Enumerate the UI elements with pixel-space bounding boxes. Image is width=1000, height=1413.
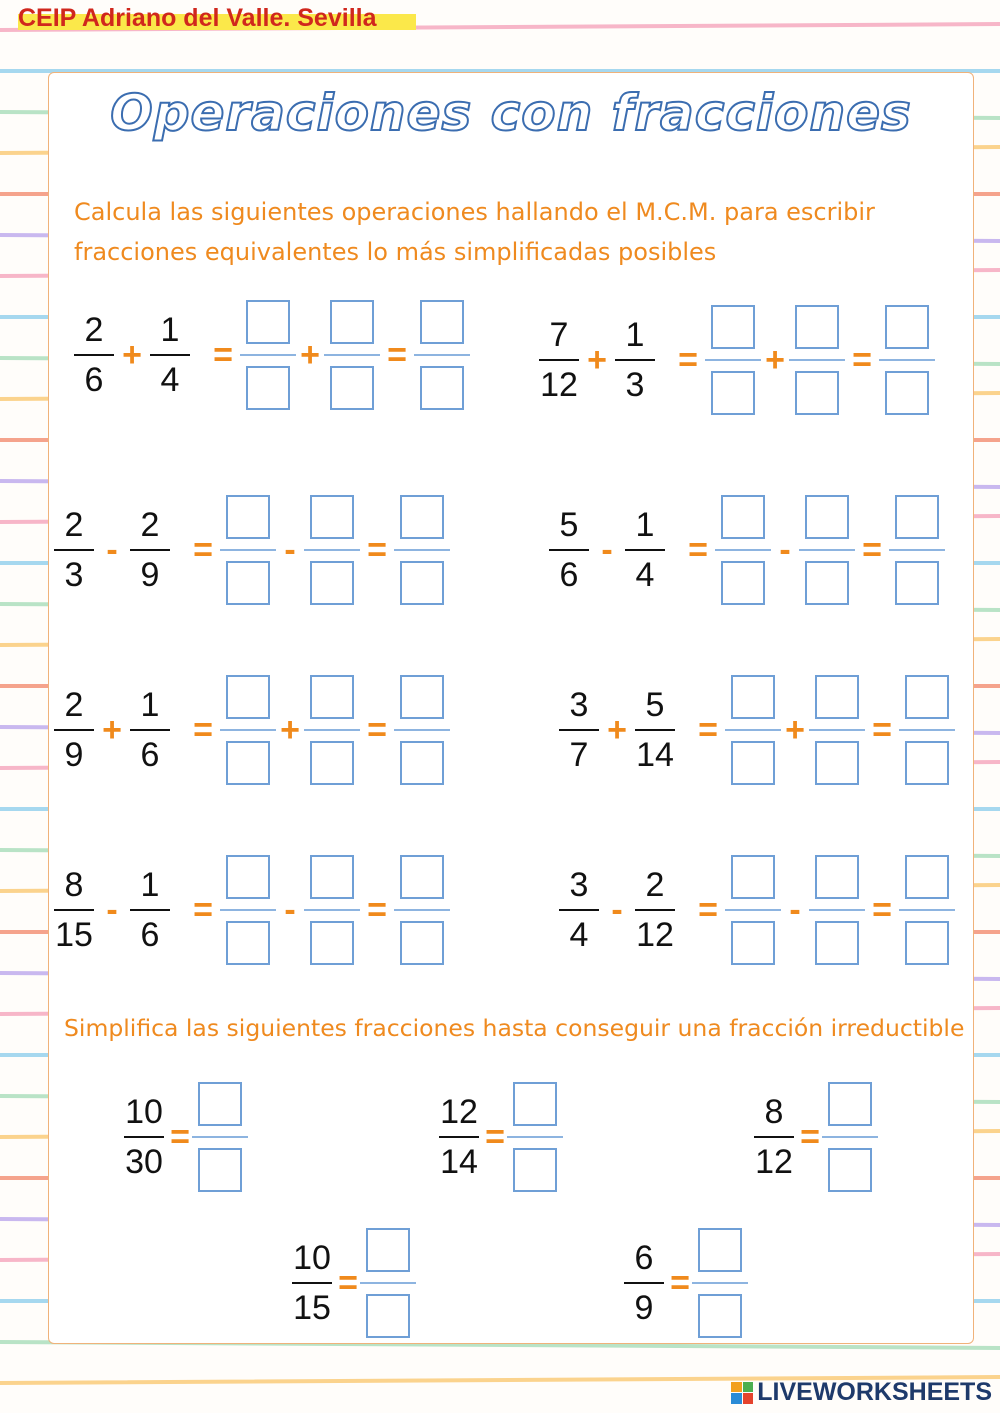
instruction-simplify: Simplifica las siguientes fracciones hasta conseguir una fracción irreductible (64, 1014, 965, 1042)
instruction-operations: Calcula las siguientes operaciones hallando el M.C.M. para escribir fracciones equivalentes lo más simplificadas posibles (74, 198, 875, 266)
numerator: 1 (635, 506, 655, 544)
denominator-input-box[interactable] (698, 1294, 742, 1338)
fraction-bar (889, 549, 945, 551)
numerator-input-box[interactable] (330, 300, 374, 344)
numerator-input-box[interactable] (310, 675, 354, 719)
fraction (120, 1092, 168, 1182)
fraction (750, 1092, 798, 1182)
equals-sign: = (698, 710, 718, 749)
operator-sign: - (106, 530, 118, 569)
denominator-input-box[interactable] (815, 741, 859, 785)
answer-fraction (304, 855, 360, 965)
fraction (288, 1238, 336, 1328)
fraction-bar (192, 1136, 248, 1138)
fraction-bar (304, 909, 360, 911)
denominator: 14 (636, 736, 674, 774)
numerator-input-box[interactable] (805, 495, 849, 539)
fraction-bar (624, 1282, 664, 1284)
equals-sign: = (678, 340, 698, 379)
answer-fraction (692, 1228, 748, 1338)
fraction (146, 310, 194, 400)
equals-sign: = (367, 710, 387, 749)
fraction-bar (822, 1136, 878, 1138)
fraction-bar (507, 1136, 563, 1138)
operator-sign: + (300, 335, 320, 374)
fraction (535, 315, 583, 405)
numerator: 8 (764, 1093, 784, 1131)
denominator-input-box[interactable] (815, 921, 859, 965)
operator-sign: + (280, 710, 300, 749)
operator-sign: + (587, 340, 607, 379)
brand-name: LIVEWORKSHEETS (757, 1378, 992, 1406)
denominator-input-box[interactable] (795, 371, 839, 415)
denominator: 9 (634, 1289, 654, 1327)
equals-sign: = (367, 530, 387, 569)
denominator: 7 (569, 736, 589, 774)
numerator: 1 (140, 686, 160, 724)
numerator-input-box[interactable] (711, 305, 755, 349)
numerator-input-box[interactable] (366, 1228, 410, 1272)
fraction-bar (220, 549, 276, 551)
numerator-input-box[interactable] (698, 1228, 742, 1272)
operation-row (555, 855, 955, 965)
numerator: 1 (140, 866, 160, 904)
fraction-bar (150, 354, 190, 356)
answer-fraction (899, 855, 955, 965)
fraction-bar (549, 549, 589, 551)
denominator-input-box[interactable] (905, 741, 949, 785)
denominator: 6 (140, 736, 160, 774)
denominator-input-box[interactable] (310, 741, 354, 785)
numerator-input-box[interactable] (400, 675, 444, 719)
numerator-input-box[interactable] (246, 300, 290, 344)
simplify-row (620, 1228, 748, 1338)
equals-sign: = (193, 530, 213, 569)
fraction-bar (625, 549, 665, 551)
fraction (126, 685, 174, 775)
fraction (620, 1238, 668, 1328)
answer-fraction (220, 495, 276, 605)
denominator: 4 (635, 556, 655, 594)
fraction-bar (54, 909, 94, 911)
operation-row (70, 300, 470, 410)
logo-icon (731, 1382, 753, 1404)
denominator-input-box[interactable] (805, 561, 849, 605)
numerator-input-box[interactable] (905, 855, 949, 899)
numerator-input-box[interactable] (815, 675, 859, 719)
fraction-bar (899, 909, 955, 911)
numerator-input-box[interactable] (310, 855, 354, 899)
numerator-input-box[interactable] (226, 675, 270, 719)
denominator-input-box[interactable] (731, 921, 775, 965)
denominator-input-box[interactable] (330, 366, 374, 410)
denominator: 15 (55, 916, 93, 954)
answer-fraction (240, 300, 296, 410)
operator-sign: - (611, 890, 623, 929)
numerator: 5 (559, 506, 579, 544)
numerator-input-box[interactable] (400, 495, 444, 539)
fraction-bar (899, 729, 955, 731)
answer-fraction (220, 675, 276, 785)
fraction-bar (130, 729, 170, 731)
operator-sign: - (789, 890, 801, 929)
fraction-bar (74, 354, 114, 356)
operator-sign: - (284, 890, 296, 929)
fraction-bar (809, 729, 865, 731)
denominator-input-box[interactable] (310, 921, 354, 965)
numerator-input-box[interactable] (226, 495, 270, 539)
operator-sign: + (102, 710, 122, 749)
equals-sign: = (862, 530, 882, 569)
denominator: 15 (293, 1289, 331, 1327)
numerator-input-box[interactable] (895, 495, 939, 539)
fraction-bar (220, 729, 276, 731)
fraction-bar (324, 354, 380, 356)
denominator-input-box[interactable] (420, 366, 464, 410)
fraction-bar (559, 729, 599, 731)
fraction (555, 685, 603, 775)
answer-fraction (304, 675, 360, 785)
answer-fraction (899, 675, 955, 785)
numerator-input-box[interactable] (310, 495, 354, 539)
fraction (621, 505, 669, 595)
denominator: 30 (125, 1143, 163, 1181)
numerator-input-box[interactable] (400, 855, 444, 899)
numerator-input-box[interactable] (828, 1082, 872, 1126)
denominator-input-box[interactable] (400, 921, 444, 965)
operation-row (535, 305, 935, 415)
denominator: 14 (440, 1143, 478, 1181)
denominator-input-box[interactable] (226, 561, 270, 605)
answer-fraction (822, 1082, 878, 1192)
simplify-row (435, 1082, 563, 1192)
fraction-bar (220, 909, 276, 911)
fraction-bar (789, 359, 845, 361)
operator-sign: - (779, 530, 791, 569)
fraction (631, 865, 679, 955)
fraction-bar (54, 729, 94, 731)
fraction-bar (394, 549, 450, 551)
fraction (631, 685, 679, 775)
numerator: 2 (64, 686, 84, 724)
equals-sign: = (698, 890, 718, 929)
fraction-bar (304, 729, 360, 731)
fraction-bar (439, 1136, 479, 1138)
fraction-bar (394, 729, 450, 731)
numerator: 3 (569, 686, 589, 724)
answer-fraction (324, 300, 380, 410)
answer-fraction (715, 495, 771, 605)
numerator-input-box[interactable] (731, 855, 775, 899)
fraction-bar (539, 359, 579, 361)
answer-fraction (507, 1082, 563, 1192)
numerator-input-box[interactable] (198, 1082, 242, 1126)
fraction (50, 865, 98, 955)
denominator-input-box[interactable] (711, 371, 755, 415)
fraction-bar (725, 729, 781, 731)
fraction (611, 315, 659, 405)
fraction (555, 865, 603, 955)
answer-fraction (809, 675, 865, 785)
fraction (435, 1092, 483, 1182)
fraction-bar (879, 359, 935, 361)
denominator: 4 (160, 361, 180, 399)
numerator-input-box[interactable] (721, 495, 765, 539)
answer-fraction (705, 305, 761, 415)
numerator: 6 (634, 1239, 654, 1277)
denominator: 6 (559, 556, 579, 594)
operator-sign: + (607, 710, 627, 749)
equals-sign: = (193, 710, 213, 749)
fraction-bar (240, 354, 296, 356)
equals-sign: = (387, 335, 407, 374)
numerator: 10 (125, 1093, 163, 1131)
operator-sign: + (122, 335, 142, 374)
numerator: 8 (64, 866, 84, 904)
answer-fraction (360, 1228, 416, 1338)
fraction-bar (304, 549, 360, 551)
fraction-bar (559, 909, 599, 911)
equals-sign: = (338, 1263, 358, 1302)
denominator: 3 (64, 556, 84, 594)
answer-fraction (725, 675, 781, 785)
equals-sign: = (213, 335, 233, 374)
numerator: 3 (569, 866, 589, 904)
numerator-input-box[interactable] (815, 855, 859, 899)
fraction-bar (124, 1136, 164, 1138)
denominator-input-box[interactable] (198, 1148, 242, 1192)
denominator-input-box[interactable] (310, 561, 354, 605)
answer-fraction (725, 855, 781, 965)
equals-sign: = (193, 890, 213, 929)
answer-fraction (394, 675, 450, 785)
denominator: 12 (755, 1143, 793, 1181)
fraction-bar (54, 549, 94, 551)
equals-sign: = (688, 530, 708, 569)
equals-sign: = (852, 340, 872, 379)
numerator: 2 (645, 866, 665, 904)
fraction (126, 505, 174, 595)
fraction-bar (130, 549, 170, 551)
operation-row (545, 495, 945, 605)
numerator-input-box[interactable] (885, 305, 929, 349)
denominator: 6 (140, 916, 160, 954)
equals-sign: = (485, 1117, 505, 1156)
numerator: 2 (84, 311, 104, 349)
denominator: 6 (84, 361, 104, 399)
operation-row (555, 675, 955, 785)
denominator-input-box[interactable] (246, 366, 290, 410)
operation-row (50, 855, 450, 965)
fraction-bar (692, 1282, 748, 1284)
fraction-bar (130, 909, 170, 911)
answer-fraction (879, 305, 935, 415)
denominator: 9 (64, 736, 84, 774)
fraction-bar (715, 549, 771, 551)
denominator: 4 (569, 916, 589, 954)
fraction-bar (705, 359, 761, 361)
simplify-row (120, 1082, 248, 1192)
denominator: 12 (540, 366, 578, 404)
denominator-input-box[interactable] (731, 741, 775, 785)
operator-sign: - (106, 890, 118, 929)
fraction (50, 505, 98, 595)
answer-fraction (220, 855, 276, 965)
answer-fraction (304, 495, 360, 605)
equals-sign: = (367, 890, 387, 929)
numerator-input-box[interactable] (795, 305, 839, 349)
answer-fraction (799, 495, 855, 605)
denominator-input-box[interactable] (513, 1148, 557, 1192)
equals-sign: = (872, 710, 892, 749)
equals-sign: = (872, 890, 892, 929)
equals-sign: = (670, 1263, 690, 1302)
answer-fraction (192, 1082, 248, 1192)
worksheet-title: Operaciones con fracciones (110, 84, 912, 142)
answer-fraction (394, 855, 450, 965)
denominator-input-box[interactable] (885, 371, 929, 415)
denominator-input-box[interactable] (828, 1148, 872, 1192)
denominator-input-box[interactable] (400, 741, 444, 785)
numerator-input-box[interactable] (420, 300, 464, 344)
denominator: 9 (140, 556, 160, 594)
fraction-bar (292, 1282, 332, 1284)
fraction-bar (615, 359, 655, 361)
answer-fraction (789, 305, 845, 415)
fraction-bar (414, 354, 470, 356)
operator-sign: - (601, 530, 613, 569)
numerator-input-box[interactable] (731, 675, 775, 719)
denominator-input-box[interactable] (895, 561, 939, 605)
fraction (70, 310, 118, 400)
numerator: 5 (645, 686, 665, 724)
operation-row (50, 495, 450, 605)
answer-fraction (414, 300, 470, 410)
fraction-bar (360, 1282, 416, 1284)
numerator-input-box[interactable] (513, 1082, 557, 1126)
denominator-input-box[interactable] (226, 921, 270, 965)
numerator: 10 (293, 1239, 331, 1277)
operator-sign: + (785, 710, 805, 749)
denominator-input-box[interactable] (721, 561, 765, 605)
simplify-row (750, 1082, 878, 1192)
numerator: 1 (625, 316, 645, 354)
fraction-bar (394, 909, 450, 911)
answer-fraction (394, 495, 450, 605)
numerator: 1 (160, 311, 180, 349)
numerator-input-box[interactable] (905, 675, 949, 719)
fraction-bar (809, 909, 865, 911)
denominator: 12 (636, 916, 674, 954)
equals-sign: = (800, 1117, 820, 1156)
denominator: 3 (625, 366, 645, 404)
denominator-input-box[interactable] (226, 741, 270, 785)
liveworksheets-logo (731, 1378, 992, 1407)
school-name: CEIP Adriano del Valle. Sevilla (18, 4, 416, 33)
fraction-bar (635, 729, 675, 731)
fraction-bar (725, 909, 781, 911)
operator-sign: - (284, 530, 296, 569)
operation-row (50, 675, 450, 785)
numerator-input-box[interactable] (226, 855, 270, 899)
simplify-row (288, 1228, 416, 1338)
numerator: 12 (440, 1093, 478, 1131)
answer-fraction (809, 855, 865, 965)
numerator: 7 (549, 316, 569, 354)
fraction-bar (754, 1136, 794, 1138)
fraction (545, 505, 593, 595)
fraction (50, 685, 98, 775)
equals-sign: = (170, 1117, 190, 1156)
answer-fraction (889, 495, 945, 605)
fraction (126, 865, 174, 955)
operator-sign: + (765, 340, 785, 379)
numerator: 2 (140, 506, 160, 544)
fraction-bar (635, 909, 675, 911)
fraction-bar (799, 549, 855, 551)
numerator: 2 (64, 506, 84, 544)
denominator-input-box[interactable] (400, 561, 444, 605)
denominator-input-box[interactable] (905, 921, 949, 965)
denominator-input-box[interactable] (366, 1294, 410, 1338)
